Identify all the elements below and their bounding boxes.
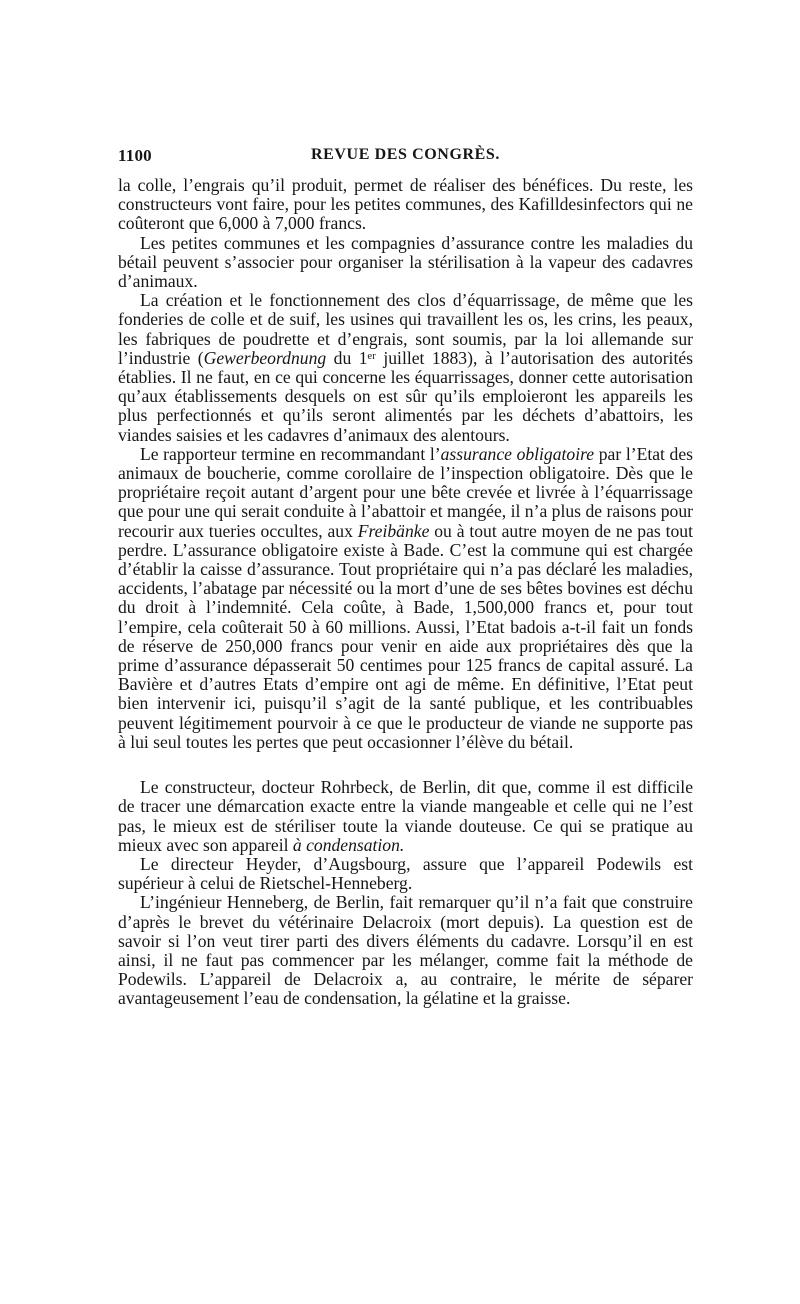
paragraph-knackeries bbox=[118, 291, 693, 445]
text-run: par l’Etat des animaux de boucherie, comme corollaire de l’inspection obligatoire. Dès que le propriétaire reçoit autant d’argent pour une bête crevée et livrée à l’équarrissage que pour une qui serait conduite à l’abattoir et mangée, il n’a plus de raisons pour recourir aux tueries occultes, aux bbox=[118, 443, 693, 541]
body-text bbox=[118, 176, 693, 1009]
section-discussion bbox=[118, 778, 693, 1008]
text-run: ou à tout autre moyen de ne pas tout perdre. L’assurance obligatoire existe à Bade. C’est la commune qui est chargée d’établir la caisse d’assurance. Tout propriétaire qui n’a pas déclaré les maladies, accidents, l’abatage par nécessité ou la mort d’une de ses bêtes bovines est déchu du droit à l’indemnité. Cela coûte, à Bade, 1,500,000 francs et, pour tout l’empire, cela coûterait 50 à 60 millions. Aussi, l’Etat badois a-t-il fait un fonds de réserve de 250,000 francs pour venir en aide aux propriétaires dès que la prime d’assurance dépasserait 50 centimes pour 125 francs de capital assuré. La Bavière et d’autres Etats d’empire ont agi de même. En définitive, l’Etat peut bien intervenir ici, puisqu’il s’agit de la santé publique, et les contribuables peuvent légitimement pourvoir à ce que le producteur de viande ne supporte pas à lui seul toutes les pertes que peut occasionner l’élève du bétail. bbox=[118, 520, 693, 752]
italic-term: Freibänke bbox=[357, 520, 430, 541]
page-number: 1100 bbox=[118, 146, 152, 165]
italic-term: à condensation. bbox=[292, 834, 405, 855]
paragraph-continued: la colle, l’engrais qu’il produit, permet de réaliser des bénéfices. Du reste, les constructeurs vont faire, pour les petites communes, des Kafilldesinfectors qui ne coûteront que 6,000 à 7,000 francs. bbox=[118, 175, 693, 234]
page-header bbox=[118, 146, 693, 168]
paragraph-insurance-companies: Les petites communes et les compagnies d’assurance contre les maladies du bétail peuvent s’associer pour organiser la stérilisation à la vapeur des cadavres d’animaux. bbox=[118, 232, 693, 292]
text-run: du 1ᵉʳ juillet 1883), à l’autorisation des autorités établies. Il ne faut, en ce qui concerne les équarrissages, donner cette autorisation qu’aux établissements desquels on est sûr qu’ils emploieront les appareils les plus perfectionnés et qu’ils seront alimentés par les déchets d’abattoirs, les viandes saisies et les cadavres d’animaux des alentours. bbox=[118, 347, 693, 445]
paragraph-rohrbeck bbox=[118, 778, 693, 855]
running-title: REVUE DES CONGRÈS. bbox=[310, 146, 501, 163]
text-run: La création et le fonctionnement des clos d’équarrissage, de même que les fonderies de colle et de suif, les usines qui travaillent les os, les crins, les peaux, les fabriques de poudrette et d’engrais, sont soumis, par la loi allemande sur l’industrie ( bbox=[118, 290, 693, 368]
paragraph-compulsory-insurance bbox=[118, 445, 693, 752]
paragraph-heyder: Le directeur Heyder, d’Augsbourg, assure que l’appareil Podewils est supérieur à celui de Rietschel-Henneberg. bbox=[118, 853, 693, 894]
text-run: Le constructeur, docteur Rohrbeck, de Berlin, dit que, comme il est difficile de tracer une démarcation exacte entre la viande mangeable et celle qui ne l’est pas, le mieux est de stériliser toute la viande douteuse. Ce qui se pratique au mieux avec son appareil bbox=[118, 777, 693, 855]
section-report bbox=[118, 176, 693, 752]
italic-term: Gewerbeordnung bbox=[203, 347, 327, 368]
paragraph-henneberg: L’ingénieur Henneberg, de Berlin, fait remarquer qu’il n’a fait que construire d’après le brevet du vétérinaire Delacroix (mort depuis). La question est de savoir si l’on veut tirer parti des divers éléments du cadavre. Lorsqu’il en est ainsi, il ne faut pas commencer par les mélanger, comme fait la méthode de Podewils. L’appareil de Delacroix a, au contraire, le mérite de séparer avantageusement l’eau de condensation, la gélatine et la graisse. bbox=[118, 892, 693, 1009]
italic-term: assurance obligatoire bbox=[440, 443, 595, 464]
text-run: Le rapporteur termine en recommandant l’ bbox=[140, 443, 441, 464]
